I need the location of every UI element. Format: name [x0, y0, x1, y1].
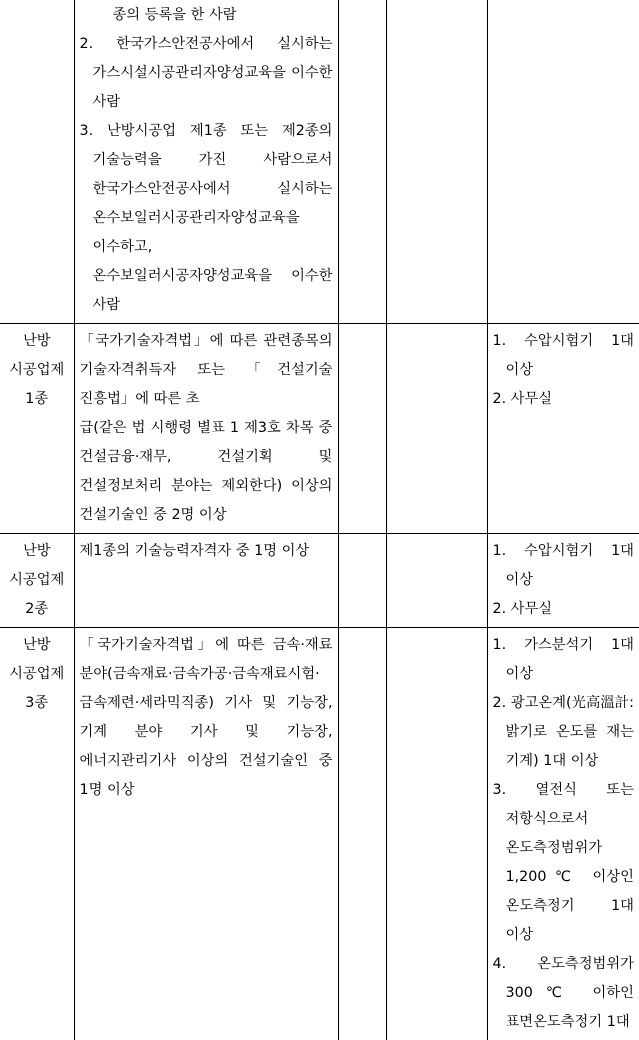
equipment-item: 2. 광고온계(光高溫計: 밝기로 온도를 재는 기계) 1대 이상 [493, 689, 635, 776]
facility-cell-b [386, 534, 487, 628]
equipment-item: 2. 사무실 [493, 385, 635, 414]
qualification-cell [74, 324, 338, 534]
qualification-cell [74, 0, 338, 324]
category-line: 난방 [2, 537, 72, 566]
facility-cell-b [386, 324, 487, 534]
qualification-item: 「국가기술자격법」에 따른 관련종목의 기술자격취득자 또는 「건설기술 진흥법」에 따른 초 [80, 327, 333, 414]
equipment-item: 1. 수압시험기 1대 이상 [493, 327, 635, 385]
category-cell [0, 0, 74, 324]
equipment-cell [487, 0, 639, 324]
qualification-item: 2. 한국가스안전공사에서 실시하는 가스시설시공관리자양성교육을 이수한 사람 [80, 30, 333, 117]
equipment-cell [487, 324, 639, 534]
category-line: 시공업제 [2, 660, 72, 689]
qualification-cell [74, 628, 338, 1040]
table-row [0, 534, 639, 628]
qualification-item: 제1종의 기술능력자격자 중 1명 이상 [80, 537, 333, 566]
facility-cell-b [386, 0, 487, 324]
category-cell [0, 534, 74, 628]
facility-cell-a [338, 324, 386, 534]
qualification-item: 「국가기술자격법」에 따른 금속·재료 분야(금속재료·금속가공·금속재료시험·금속제련·세라믹직종) 기사 및 기능장, 기계 분야 기사 및 기능장, 에너지관리기사 이상의 건설기술인 중 1명 이상 [80, 631, 333, 805]
category-line: 시공업제 [2, 566, 72, 595]
category-cell [0, 628, 74, 1040]
category-line: 난방 [2, 631, 72, 660]
equipment-item: 3. 열전식 또는 저항식으로서 온도측정범위가 1,200℃ 이상인 온도측정기 1대 이상 [493, 776, 635, 950]
facility-cell-b [386, 628, 487, 1040]
equipment-item: 1. 가스분석기 1대 이상 [493, 631, 635, 689]
category-line: 시공업제 [2, 356, 72, 385]
table-row [0, 0, 639, 324]
qualification-item: 3. 난방시공업 제1종 또는 제2종의 기술능력을 가진 사람으로서 한국가스안전공사에서 실시하는 온수보일러시공관리자양성교육을 이수하고, 온수보일러시공자양성교육을 이수한 사람 [80, 117, 333, 320]
equipment-cell [487, 534, 639, 628]
facility-cell-a [338, 628, 386, 1040]
table-row [0, 324, 639, 534]
qualification-item: 급(같은 법 시행령 별표 1 제3호 차목 중 건설금융·재무, 건설기획 및 건설정보처리 분야는 제외한다) 이상의 건설기술인 중 2명 이상 [80, 414, 333, 530]
equipment-item: 1. 수압시험기 1대 이상 [493, 537, 635, 595]
qualification-cell [74, 534, 338, 628]
equipment-item: 4. 온도측정범위가 300℃ 이하인 표면온도측정기 1대 [493, 950, 635, 1037]
facility-cell-a [338, 0, 386, 324]
table-row [0, 628, 639, 1040]
equipment-cell [487, 628, 639, 1040]
category-cell [0, 324, 74, 534]
category-line: 1종 [2, 385, 72, 414]
facility-cell-a [338, 534, 386, 628]
category-line: 3종 [2, 689, 72, 718]
equipment-item: 2. 사무실 [493, 595, 635, 624]
category-line: 2종 [2, 595, 72, 624]
category-line: 난방 [2, 327, 72, 356]
qualification-item: 종의 등록을 한 사람 [80, 1, 333, 30]
